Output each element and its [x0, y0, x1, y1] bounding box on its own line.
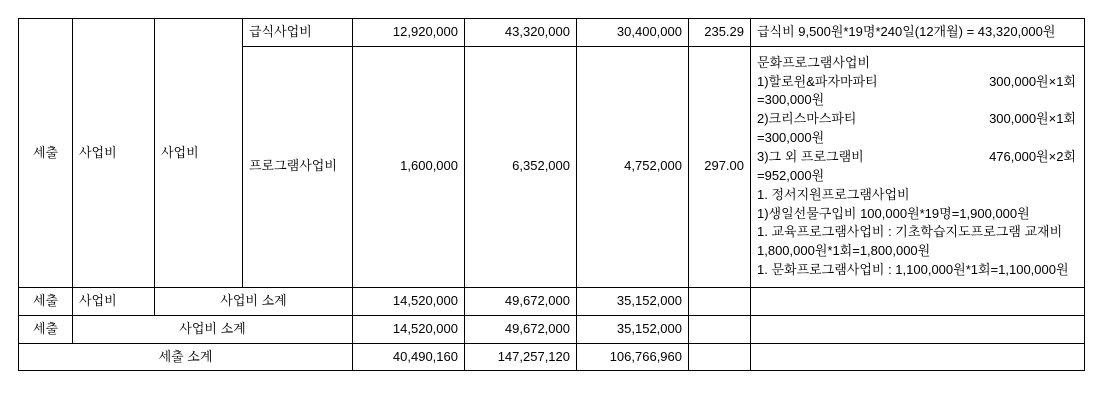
- cell-total-category: 세출: [19, 315, 73, 343]
- cell-total-amount-1: 14,520,000: [353, 315, 465, 343]
- detail-pair-text: 3)그 외 프로그램비: [757, 149, 864, 164]
- detail-line: 급식비 9,500원*19명*240일(12개월) = 43,320,000원: [757, 24, 1056, 39]
- cell-program-rate: 297.00: [689, 46, 751, 287]
- cell-subtotal-group: 사업비: [73, 287, 155, 315]
- detail-line: 1)생일선물구입비 100,000원*19명=1,900,000원: [757, 205, 1030, 221]
- budget-table: [18, 18, 1085, 371]
- cell-meal-rate: 235.29: [689, 19, 751, 47]
- cell-meal-detail: [751, 19, 1085, 47]
- detail-line: 1. 정서지원프로그램사업비: [757, 186, 910, 202]
- cell-grandtotal-amount-1: 40,490,160: [353, 343, 465, 371]
- cell-program-amount-2: 6,352,000: [465, 46, 577, 287]
- cell-grandtotal-amount-3: 106,766,960: [577, 343, 689, 371]
- cell-subtotal-amount-3: 35,152,000: [577, 287, 689, 315]
- cell-subgroup-business: 사업비: [155, 19, 243, 288]
- cell-grandtotal-amount-2: 147,257,120: [465, 343, 577, 371]
- cell-subtotal-category: 세출: [19, 287, 73, 315]
- cell-category-expenditure: 세출: [19, 19, 73, 288]
- cell-total-detail: [751, 315, 1085, 343]
- cell-meal-amount-3: 30,400,000: [577, 19, 689, 47]
- detail-line: 1,800,000원*1회=1,800,000원: [757, 243, 931, 259]
- cell-grandtotal-rate: [689, 343, 751, 371]
- detail-pair: [757, 148, 1078, 167]
- detail-pair-text: 2)크리스마스파티: [757, 111, 857, 127]
- table-row: [19, 315, 1085, 343]
- cell-total-amount-2: 49,672,000: [465, 315, 577, 343]
- cell-meal-amount-2: 43,320,000: [465, 19, 577, 47]
- detail-line: 1. 교육프로그램사업비 : 기초학습지도프로그램 교재비: [757, 224, 1063, 240]
- cell-grandtotal-label: 세출 소계: [19, 343, 353, 371]
- table-row: [19, 287, 1085, 315]
- cell-group-business: 사업비: [73, 19, 155, 288]
- cell-program-amount-1: 1,600,000: [353, 46, 465, 287]
- cell-program-amount-3: 4,752,000: [577, 46, 689, 287]
- cell-subtotal-rate: [689, 287, 751, 315]
- cell-program-detail: [751, 46, 1085, 287]
- detail-line: =300,000원: [757, 92, 825, 108]
- detail-line: 1. 문화프로그램사업비 : 1,100,000원*1회=1,100,000원: [757, 262, 1069, 278]
- cell-item-meal: 급식사업비: [243, 19, 353, 47]
- detail-pair-value: 300,000원×1회: [989, 73, 1076, 89]
- table-row: [19, 343, 1085, 371]
- cell-total-label: 사업비 소계: [73, 315, 353, 343]
- cell-total-amount-3: 35,152,000: [577, 315, 689, 343]
- detail-title: 문화프로그램사업비: [757, 54, 871, 70]
- cell-item-program: 프로그램사업비: [243, 46, 353, 287]
- cell-subtotal-amount-1: 14,520,000: [353, 287, 465, 315]
- cell-subtotal-amount-2: 49,672,000: [465, 287, 577, 315]
- detail-pair: [757, 73, 1078, 92]
- cell-subtotal-label: 사업비 소계: [155, 287, 353, 315]
- detail-pair: [757, 110, 1078, 129]
- detail-pair-value: 476,000원×2회: [989, 149, 1076, 164]
- detail-pair-text: 1)할로윈&파자마파티: [757, 73, 878, 89]
- cell-grandtotal-detail: [751, 343, 1085, 371]
- table-row: [19, 19, 1085, 47]
- detail-pair-value: 300,000원×1회: [989, 111, 1076, 127]
- cell-total-rate: [689, 315, 751, 343]
- detail-line: =952,000원: [757, 167, 825, 183]
- detail-line: =300,000원: [757, 130, 825, 146]
- cell-meal-amount-1: 12,920,000: [353, 19, 465, 47]
- cell-subtotal-detail: [751, 287, 1085, 315]
